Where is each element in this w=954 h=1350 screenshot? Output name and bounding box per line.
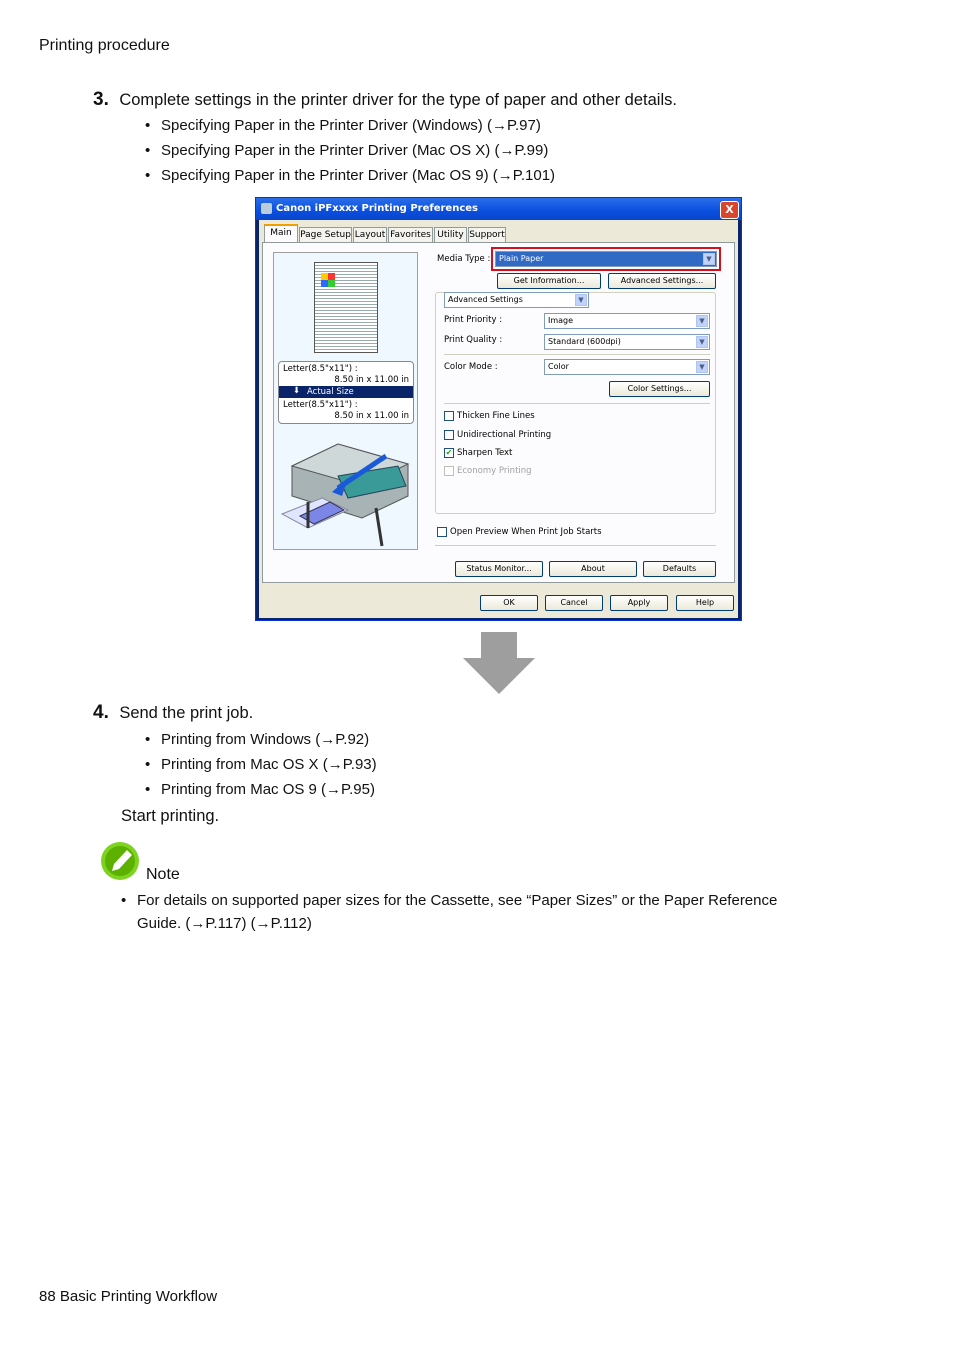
chevron-down-icon: ▼ [703, 253, 715, 265]
arrow-down-icon: ⬇ [293, 386, 301, 396]
media-type-label: Media Type : [437, 254, 491, 264]
tab-support[interactable]: Support [468, 227, 506, 242]
list-item[interactable]: • Specifying Paper in the Printer Driver (Mac OS X) (→P.99) [145, 141, 555, 166]
dialog-client [259, 220, 738, 618]
help-button[interactable]: Help [676, 595, 734, 611]
size-info-box [278, 361, 414, 424]
mode-value: Advanced Settings [448, 295, 523, 304]
actual-size-label: Actual Size [307, 387, 354, 397]
step-text: Send the print job. [119, 704, 254, 722]
divider [444, 403, 710, 404]
output-size-label: Letter(8.5"x11") : [283, 400, 358, 410]
media-type-value: Plain Paper [499, 254, 544, 263]
sharpen-text-checkbox[interactable]: ✔ [445, 448, 453, 457]
list-item[interactable]: • Printing from Mac OS 9 (→P.95) [145, 780, 377, 805]
chevron-down-icon: ▼ [575, 294, 587, 306]
divider [444, 354, 710, 355]
advanced-settings-button[interactable]: Advanced Settings... [608, 273, 716, 289]
note-pencil-icon [100, 841, 142, 881]
title-bar [256, 198, 741, 220]
open-preview-label: Open Preview When Print Job Starts [450, 527, 602, 537]
color-mode-select[interactable] [544, 359, 710, 375]
running-header: Printing procedure [39, 37, 170, 54]
ok-button[interactable]: OK [480, 595, 538, 611]
original-size-value: 8.50 in x 11.00 in [334, 375, 409, 385]
checkbox-label: Economy Printing [457, 466, 532, 476]
close-button[interactable]: X [720, 201, 739, 219]
note-bullet: • [121, 892, 127, 909]
chevron-down-icon: ▼ [696, 315, 708, 327]
tab-utility[interactable]: Utility [434, 227, 467, 242]
step-4-result: Start printing. [121, 807, 220, 825]
checkbox-label: Thicken Fine Lines [457, 411, 535, 421]
preview-pane [273, 252, 418, 550]
unidirectional-printing-checkbox[interactable] [444, 430, 454, 440]
step-4 [93, 702, 253, 724]
dialog-title: Canon iPFxxxx Printing Preferences [276, 203, 478, 214]
page-preview [314, 262, 378, 353]
step-3 [93, 89, 677, 111]
print-priority-label: Print Priority : [444, 315, 503, 325]
list-item[interactable]: • Printing from Mac OS X (→P.93) [145, 755, 377, 780]
print-priority-value: Image [548, 316, 574, 325]
get-information-button[interactable]: Get Information... [497, 273, 601, 289]
cancel-button[interactable]: Cancel [545, 595, 603, 611]
print-quality-value: Standard (600dpi) [548, 337, 621, 346]
color-image-icon [321, 273, 335, 287]
tab-layout[interactable]: Layout [353, 227, 387, 242]
step-text: Complete settings in the printer driver for the type of paper and other details. [119, 91, 677, 109]
apply-button[interactable]: Apply [610, 595, 668, 611]
note-text-line-2: Guide. (→P.117) (→P.112) [137, 915, 312, 932]
printing-preferences-dialog [255, 197, 742, 621]
printer-icon [261, 203, 272, 214]
output-size-value: 8.50 in x 11.00 in [334, 411, 409, 421]
list-item[interactable]: • Specifying Paper in the Printer Driver (Windows) (→P.97) [145, 116, 555, 141]
note-title: Note [146, 866, 180, 883]
print-quality-select[interactable] [544, 334, 710, 350]
actual-size-bar [279, 386, 413, 398]
defaults-button[interactable]: Defaults [643, 561, 716, 577]
list-item[interactable]: • Printing from Windows (→P.92) [145, 730, 377, 755]
print-quality-label: Print Quality : [444, 335, 503, 345]
printer-illustration [278, 436, 412, 548]
note-text-line-1: For details on supported paper sizes for the Cassette, see “Paper Sizes” or the Paper Reference [137, 892, 778, 909]
list-item[interactable]: • Specifying Paper in the Printer Driver (Mac OS 9) (→P.101) [145, 166, 555, 191]
thicken-fine-lines-checkbox[interactable] [444, 411, 454, 421]
status-monitor-button[interactable]: Status Monitor... [455, 561, 543, 577]
checkbox-label: Unidirectional Printing [457, 430, 552, 440]
chevron-down-icon: ▼ [696, 336, 708, 348]
color-settings-button[interactable]: Color Settings... [609, 381, 710, 397]
arrow-down-icon [461, 632, 537, 694]
step-number: 3. [93, 89, 109, 110]
page-footer: 88 Basic Printing Workflow [39, 1288, 218, 1305]
chevron-down-icon: ▼ [696, 361, 708, 373]
step-3-bullet-list [145, 116, 555, 191]
about-button[interactable]: About [549, 561, 637, 577]
checkbox-label: Sharpen Text [457, 448, 513, 458]
mode-select[interactable] [444, 292, 589, 308]
step-4-bullet-list [145, 730, 377, 805]
media-type-select[interactable] [495, 251, 717, 267]
divider [435, 545, 716, 546]
tab-page-setup[interactable]: Page Setup [299, 227, 352, 242]
open-preview-checkbox[interactable] [437, 527, 447, 537]
tab-favorites[interactable]: Favorites [388, 227, 433, 242]
color-mode-label: Color Mode : [444, 362, 498, 372]
original-size-label: Letter(8.5"x11") : [283, 364, 358, 374]
tab-main[interactable]: Main [264, 224, 298, 243]
color-mode-value: Color [548, 362, 569, 371]
print-priority-select[interactable] [544, 313, 710, 329]
economy-printing-checkbox[interactable] [444, 466, 454, 476]
step-number: 4. [93, 702, 109, 723]
main-tab-panel [262, 242, 735, 583]
